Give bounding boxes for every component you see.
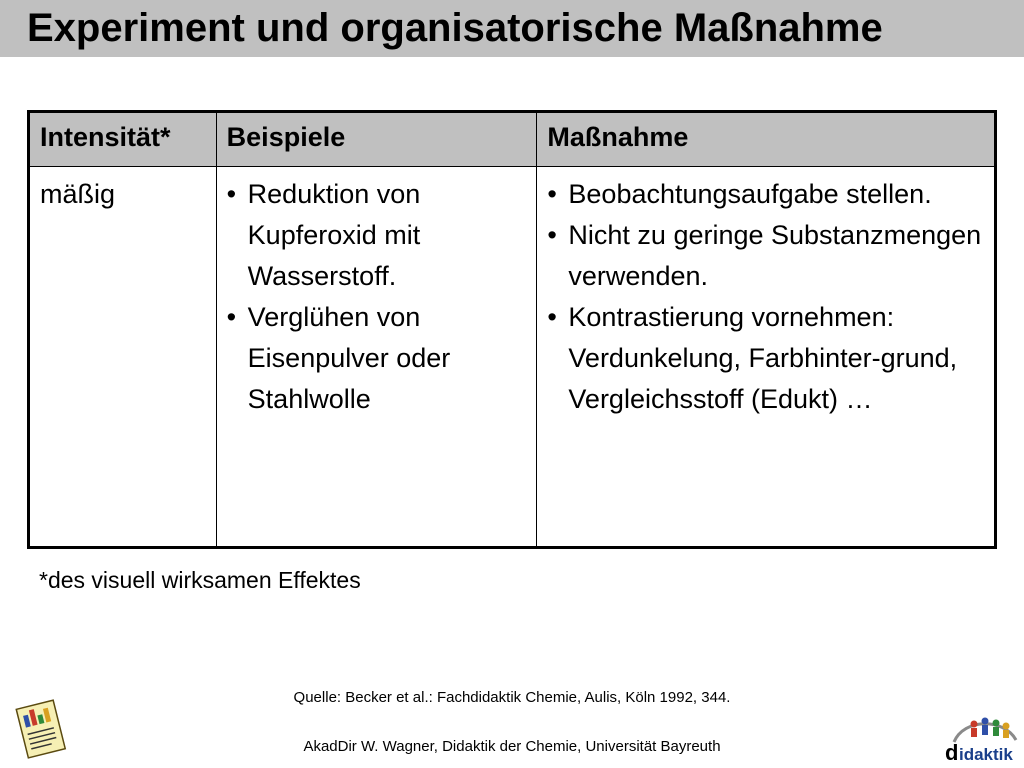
footnote: *des visuell wirksamen Effektes (39, 567, 361, 593)
measures-list (547, 174, 984, 420)
title-bar (0, 0, 1024, 57)
list-item (547, 215, 984, 297)
header-examples: Beispiele (216, 112, 537, 167)
measure-text: Kontrastierung vornehmen: Verdunkelung, Farbhinter-grund, Vergleichsstoff (Edukt) … (568, 302, 958, 414)
example-text: Verglühen von Eisenpulver oder Stahlwolle (247, 302, 451, 414)
didaktik-logo-icon (944, 712, 1024, 768)
table-header-row (29, 112, 996, 167)
list-item (227, 297, 527, 420)
cell-intensity: mäßig (29, 167, 217, 548)
svg-text:idaktik: idaktik (959, 745, 1013, 764)
measures-table (27, 110, 997, 549)
examples-list (227, 174, 527, 420)
header-intensity: Intensität* (29, 112, 217, 167)
bullet-icon: • (547, 220, 557, 250)
cell-measures (537, 167, 996, 548)
header-measures: Maßnahme (537, 112, 996, 167)
list-item (547, 297, 984, 420)
list-item (547, 174, 984, 215)
author-line: AkadDir W. Wagner, Didaktik der Chemie, Universität Bayreuth (303, 738, 721, 755)
measure-text: Nicht zu geringe Substanzmengen verwenden. (568, 220, 982, 291)
bullet-icon: • (547, 179, 557, 209)
bullet-icon: • (226, 302, 237, 332)
list-item (227, 174, 527, 297)
source-citation: Quelle: Becker et al.: Fachdidaktik Chemie, Aulis, Köln 1992, 344. (293, 689, 731, 706)
bullet-icon: • (226, 179, 237, 209)
slide-title: Experiment und organisatorische Maßnahme (27, 6, 883, 50)
bullet-icon: • (547, 302, 557, 332)
svg-text:d: d (945, 740, 959, 765)
table-row (29, 167, 996, 548)
example-text: Reduktion von Kupferoxid mit Wasserstoff. (247, 179, 421, 291)
cell-examples (216, 167, 537, 548)
measure-text: Beobachtungsaufgabe stellen. (568, 179, 932, 209)
